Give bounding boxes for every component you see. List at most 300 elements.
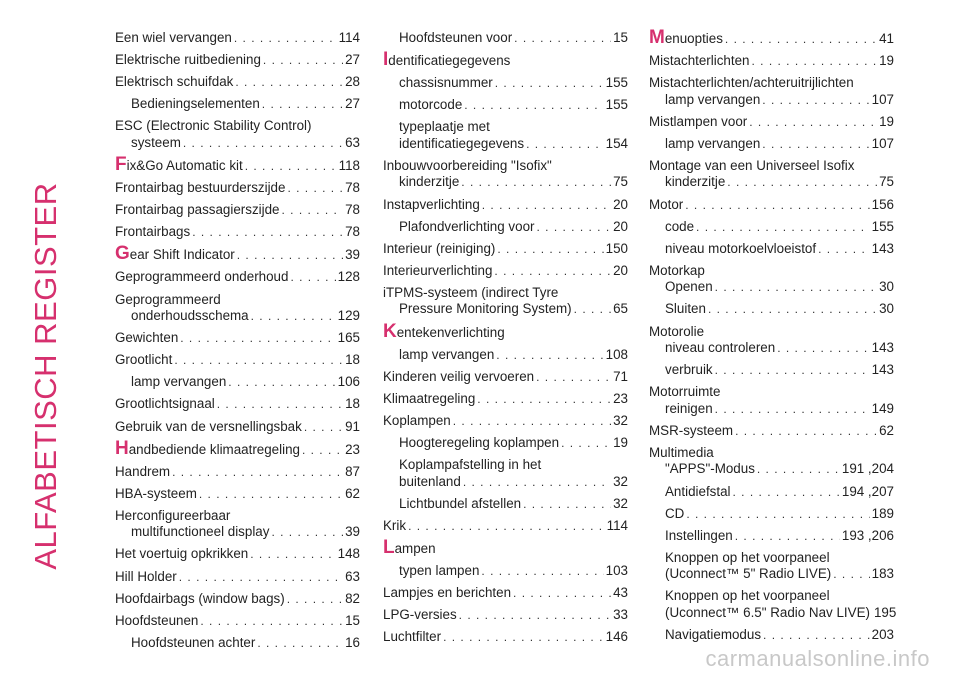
page-number: 62	[345, 485, 360, 501]
index-entry-line	[115, 74, 360, 91]
index-entry-line	[115, 224, 360, 241]
page-number: 20	[613, 218, 628, 234]
page-number: 18	[345, 352, 360, 368]
leader-dots	[481, 563, 603, 580]
leader-dots	[287, 180, 343, 197]
entry-text: Instellingen	[665, 527, 733, 543]
page-number: 203	[871, 626, 894, 642]
index-entry-line	[115, 243, 360, 265]
leader-dots	[183, 135, 343, 152]
entry-text: Navigatiemodus	[665, 626, 762, 642]
index-entry-line	[665, 362, 894, 379]
index-entry-line	[649, 461, 894, 478]
entry-text: Hoofdairbags (window bags)	[115, 590, 285, 606]
index-entry	[115, 396, 360, 413]
page-number: 165	[337, 330, 360, 346]
index-entry	[115, 180, 360, 197]
page-number: 39	[345, 247, 360, 263]
index-entry-line	[131, 635, 360, 652]
page-number: 16	[345, 634, 360, 650]
index-entry-line	[649, 384, 894, 401]
leader-dots	[818, 241, 870, 258]
page-number: 32	[613, 495, 628, 511]
index-entry	[115, 118, 360, 151]
index-entry-line	[649, 197, 894, 214]
entry-text: Montage van een Universeel Isofix	[649, 157, 855, 173]
leader-dots	[763, 627, 870, 644]
index-entry-line	[665, 588, 894, 605]
page-number: 65	[613, 301, 628, 317]
entry-text: Lichtbundel afstellen	[399, 495, 522, 511]
entry-text: ear Shift Indicator	[129, 247, 235, 263]
index-entry-line	[115, 569, 360, 586]
index-entry	[383, 563, 628, 580]
page-number: 156	[871, 196, 894, 212]
page-number: 107	[871, 135, 894, 151]
index-entry	[115, 330, 360, 347]
page-number: 82	[345, 590, 360, 606]
entry-text: niveau controleren	[665, 340, 776, 356]
entry-text: Een wiel vervangen	[115, 30, 232, 45]
index-entry-line	[115, 352, 360, 369]
page-number: 107	[871, 91, 894, 107]
entry-text: code	[665, 218, 695, 234]
index-entry-line	[665, 566, 894, 583]
entry-text: CD	[665, 505, 685, 521]
index-entry-line	[383, 158, 628, 175]
page-number: 129	[337, 308, 360, 324]
index-entry-line	[383, 197, 628, 214]
entry-text: typen lampen	[399, 562, 480, 578]
index-entry-line	[383, 413, 628, 430]
index-entry-line	[115, 486, 360, 503]
index-entry	[649, 484, 894, 501]
leader-dots	[464, 97, 603, 114]
index-entry-line	[665, 136, 894, 153]
page-number: 143	[871, 362, 894, 378]
index-entry	[383, 285, 628, 318]
index-entry-line	[115, 269, 360, 286]
index-entry	[649, 219, 894, 236]
index-entry-line	[399, 219, 628, 236]
page-number: 19	[879, 53, 894, 69]
index-entry-line	[115, 135, 360, 152]
entry-text: Gebruik van de versnellingsbak	[115, 418, 302, 434]
leader-dots	[727, 174, 877, 191]
index-entry-line	[399, 347, 628, 364]
leader-dots	[482, 197, 611, 214]
leader-dots	[497, 241, 603, 258]
index-column-3	[649, 27, 897, 649]
index-column-1	[115, 30, 360, 657]
index-entry-line	[383, 607, 628, 624]
leader-dots	[762, 92, 869, 109]
entry-text: typeplaatje met	[399, 119, 490, 135]
page-number: 32	[613, 473, 628, 489]
index-entry	[115, 569, 360, 586]
leader-dots	[234, 30, 337, 47]
index-entry-line	[383, 263, 628, 280]
page-number: 18	[345, 396, 360, 412]
entry-text: Koplampen	[383, 412, 451, 428]
leader-dots	[199, 486, 343, 503]
leader-dots	[172, 464, 343, 481]
page-number: 27	[345, 52, 360, 68]
page-number: 87	[345, 463, 360, 479]
index-entry	[115, 635, 360, 652]
index-entry-line	[649, 423, 894, 440]
index-entry-line	[383, 518, 628, 535]
entry-text: buitenland	[399, 473, 461, 489]
page-number: 75	[879, 174, 894, 190]
entry-text: entekenverlichting	[396, 324, 505, 340]
index-entry-line	[649, 263, 894, 280]
entry-text: LPG-versies	[383, 607, 457, 623]
entry-text: Lampjes en berichten	[383, 585, 512, 601]
index-entry	[383, 219, 628, 236]
page-number: 78	[345, 224, 360, 240]
index-entry	[383, 629, 628, 646]
index-entry-line	[649, 27, 894, 48]
page-number: 106	[337, 374, 360, 390]
index-entry-line	[399, 435, 628, 452]
page-number: 15	[345, 612, 360, 628]
watermark: carmanualsonline.info	[705, 646, 930, 671]
entry-text: Motorolie	[649, 323, 705, 339]
index-entry-line	[115, 180, 360, 197]
entry-text: Kinderen veilig vervoeren	[383, 368, 535, 384]
leader-dots	[762, 136, 869, 153]
entry-text: Sluiten	[665, 301, 706, 317]
index-entry	[383, 263, 628, 280]
leader-dots	[777, 340, 869, 357]
leader-dots	[237, 247, 343, 264]
index-entry-line	[115, 524, 360, 541]
index-entry	[383, 30, 628, 47]
page-number: 19	[879, 113, 894, 129]
page-number: 143	[871, 240, 894, 256]
index-entry	[383, 75, 628, 92]
index-entry	[383, 496, 628, 513]
index-entry	[115, 269, 360, 286]
leader-dots	[494, 263, 611, 280]
index-entry	[383, 607, 628, 624]
index-entry	[649, 627, 894, 644]
index-entry	[115, 74, 360, 91]
entry-text: lamp vervangen	[665, 91, 761, 107]
leader-dots	[228, 374, 335, 391]
index-entry-line	[399, 136, 628, 153]
leader-dots	[477, 391, 611, 408]
page-number: 114	[338, 30, 360, 45]
entry-text: systeem	[131, 134, 181, 150]
index-entry	[383, 391, 628, 408]
leader-dots	[217, 396, 343, 413]
index-entry-line	[383, 320, 628, 342]
page-number: 71	[613, 368, 628, 384]
index-entry	[383, 457, 628, 490]
index-entry	[649, 362, 894, 379]
leader-dots	[453, 413, 611, 430]
entry-text: ESC (Electronic Stability Control)	[115, 118, 312, 134]
entry-text: dentificatiegegevens	[388, 53, 511, 69]
index-entry-line	[649, 174, 894, 191]
entry-text: Herconfigureerbaar	[115, 507, 231, 523]
index-entry	[649, 528, 894, 545]
page-number: 41	[879, 31, 894, 46]
index-entry-line	[115, 396, 360, 413]
entry-text: chassisnummer	[399, 75, 493, 91]
index-entry-line	[665, 241, 894, 258]
leader-dots	[513, 585, 611, 602]
index-entry	[383, 49, 628, 71]
section-letter: G	[115, 243, 130, 265]
index-entry-line	[383, 49, 628, 71]
entry-text: verbruik	[665, 362, 713, 378]
entry-text: Hoofdsteunen voor	[399, 30, 513, 45]
leader-dots	[463, 474, 611, 491]
index-entry	[115, 486, 360, 503]
leader-dots	[686, 506, 869, 523]
entry-text: Hoogteregeling koplampen	[399, 435, 560, 450]
entry-text: Frontairbag bestuurderszijde	[115, 180, 286, 196]
entry-text: HBA-systeem	[115, 485, 197, 501]
leader-dots	[302, 442, 343, 459]
index-entry	[383, 518, 628, 535]
index-entry-line	[131, 374, 360, 391]
section-letter: H	[115, 437, 129, 459]
leader-dots	[263, 52, 343, 69]
leader-dots	[443, 629, 604, 646]
index-entry-line	[649, 53, 894, 70]
leader-dots	[725, 31, 877, 48]
entry-text: ix&Go Automatic kit	[126, 157, 243, 173]
index-entry	[649, 384, 894, 417]
entry-text: multifunctioneel display	[131, 524, 270, 540]
index-entry-line	[115, 292, 360, 309]
leader-dots	[536, 369, 611, 386]
sidebar	[0, 0, 90, 678]
entry-text: (Uconnect™ 6.5" Radio Nav LIVE)	[665, 604, 870, 620]
index-entry-line	[115, 419, 360, 436]
index-entry-line	[399, 97, 628, 114]
page-number: 23	[345, 441, 360, 457]
leader-dots	[526, 136, 604, 153]
leader-dots	[174, 352, 343, 369]
leader-dots	[749, 114, 877, 131]
page-number: 155	[605, 75, 628, 91]
page-number: 39	[345, 524, 360, 540]
leader-dots	[290, 269, 335, 286]
index-entry-line	[115, 52, 360, 69]
index-entry	[649, 53, 894, 70]
entry-text: Het voertuig opkrikken	[115, 546, 249, 562]
index-entry	[115, 224, 360, 241]
entry-text: Plafondverlichting voor	[399, 218, 535, 234]
entry-text: identificatiegegevens	[399, 135, 525, 151]
entry-text: Grootlicht	[115, 352, 173, 368]
entry-text: Interieurverlichting	[383, 262, 493, 278]
leader-dots	[180, 330, 335, 347]
page-number: 28	[345, 74, 360, 90]
leader-dots	[733, 484, 840, 501]
index-entry	[115, 30, 360, 47]
entry-text: Elektrisch schuifdak	[115, 74, 234, 90]
index-entry	[115, 374, 360, 391]
page-number: 155	[605, 97, 628, 113]
index-entry-line	[649, 340, 894, 357]
index-entry-line	[115, 330, 360, 347]
entry-text: Knoppen op het voorpaneel	[665, 549, 830, 565]
page-number: 155	[871, 218, 894, 234]
leader-dots	[250, 546, 335, 563]
index-entry	[383, 320, 628, 342]
index-entry	[649, 324, 894, 357]
sidebar-title: ALFABETISCH REGISTER	[28, 182, 63, 570]
entry-text: Frontairbags	[115, 224, 191, 240]
index-entry-line	[383, 585, 628, 602]
entry-text: Mistlampen voor	[649, 113, 748, 129]
index-entry-line	[665, 484, 894, 501]
leader-dots	[179, 569, 343, 586]
entry-text: Instapverlichting	[383, 196, 480, 212]
page-number: 30	[879, 301, 894, 317]
page-number: 20	[613, 196, 628, 212]
section-letter: M	[649, 27, 665, 48]
index-entry-line	[665, 604, 897, 622]
index-entry-line	[399, 30, 628, 47]
leader-dots	[715, 401, 870, 418]
page-number: 78	[345, 180, 360, 196]
page-number: 63	[345, 134, 360, 150]
index-entry-line	[115, 202, 360, 219]
section-letter: K	[383, 320, 397, 342]
entry-text: Koplampafstelling in het	[399, 457, 542, 473]
leader-dots	[708, 301, 877, 318]
index-entry-line	[399, 496, 628, 513]
index-entry-line	[115, 508, 360, 525]
index-entry	[115, 352, 360, 369]
leader-dots	[735, 423, 877, 440]
page-number: 43	[613, 585, 628, 601]
index-entry	[383, 158, 628, 191]
leader-dots	[536, 219, 611, 236]
index-entry-line	[399, 563, 628, 580]
index-entry	[649, 263, 894, 296]
index-entry-line	[383, 301, 628, 318]
index-entry	[383, 536, 628, 558]
index-entry-line	[399, 119, 628, 136]
index-entry-line	[665, 506, 894, 523]
page-number: 114	[606, 517, 628, 533]
entry-text: MSR-systeem	[649, 422, 734, 438]
index-entry-line	[665, 301, 894, 318]
entry-text: Motorruimte	[649, 384, 721, 400]
entry-text: Inbouwvoorbereiding "Isofix"	[383, 157, 552, 173]
entry-text: enuopties	[664, 31, 723, 46]
index-entry	[649, 158, 894, 191]
entry-text: Openen	[665, 279, 713, 295]
page-number: 183	[871, 566, 894, 582]
leader-dots	[271, 524, 343, 541]
index-entry-line	[383, 241, 628, 258]
entry-text: Grootlichtsignaal	[115, 396, 215, 412]
page-number: 15	[613, 30, 628, 45]
entry-text: kinderzitje	[399, 174, 460, 190]
index-entry	[383, 97, 628, 114]
index-entry	[649, 136, 894, 153]
entry-text: lamp vervangen	[399, 346, 495, 362]
entry-text: iTPMS-systeem (indirect Tyre	[383, 284, 559, 300]
entry-text: Gewichten	[115, 330, 179, 346]
index-entry	[383, 435, 628, 452]
index-entry-line	[649, 114, 894, 131]
entry-text: Hill Holder	[115, 568, 177, 584]
leader-dots	[235, 74, 343, 91]
leader-dots	[735, 528, 840, 545]
leader-dots	[282, 202, 344, 219]
entry-text: motorcode	[399, 97, 463, 113]
page-number: 91	[345, 418, 360, 434]
page-number: 32	[613, 412, 628, 428]
index-entry-line	[649, 401, 894, 418]
leader-dots	[192, 224, 343, 241]
page-number: 194 ,207	[841, 483, 894, 499]
section-letter: I	[383, 49, 389, 71]
page-number: 78	[345, 202, 360, 218]
index-entry-line	[665, 219, 894, 236]
index-entry-line	[649, 324, 894, 341]
entry-text: Klimaatregeling	[383, 390, 476, 406]
leader-dots	[514, 30, 611, 47]
index-entry	[383, 119, 628, 152]
page-number: 146	[605, 629, 628, 645]
entry-text: Pressure Monitoring System)	[399, 301, 572, 317]
index-entry	[383, 369, 628, 386]
leader-dots	[574, 301, 611, 318]
page-number: 150	[605, 240, 628, 256]
entry-text: Geprogrammeerd	[115, 291, 221, 307]
index-entry	[649, 114, 894, 131]
index-entry-line	[665, 528, 894, 545]
page-number: 195	[873, 604, 897, 620]
entry-text: kinderzitje	[665, 174, 726, 190]
entry-text: lamp vervangen	[665, 135, 761, 151]
index-entry-line	[665, 627, 894, 644]
leader-dots	[715, 279, 877, 296]
page-number: 62	[879, 422, 894, 438]
index-entry	[115, 546, 360, 563]
index-entry-line	[115, 464, 360, 481]
page-number: 118	[338, 157, 360, 173]
leader-dots	[715, 362, 870, 379]
entry-text: Hoofdsteunen achter	[131, 634, 256, 650]
page-number: 30	[879, 279, 894, 295]
index-entry-line	[383, 285, 628, 302]
index-entry-line	[383, 629, 628, 646]
index-entry	[115, 52, 360, 69]
entry-text: andbediende klimaatregeling	[128, 441, 300, 457]
index-entry-line	[115, 613, 360, 630]
entry-text: Elektrische ruitbediening	[115, 52, 261, 68]
leader-dots	[685, 197, 869, 214]
index-entry-line	[115, 308, 360, 325]
section-letter: F	[115, 153, 127, 175]
index-entry-line	[665, 550, 894, 567]
entry-text: Knoppen op het voorpaneel	[665, 588, 830, 604]
index-entry-line	[649, 279, 894, 296]
page-number: 63	[345, 568, 360, 584]
